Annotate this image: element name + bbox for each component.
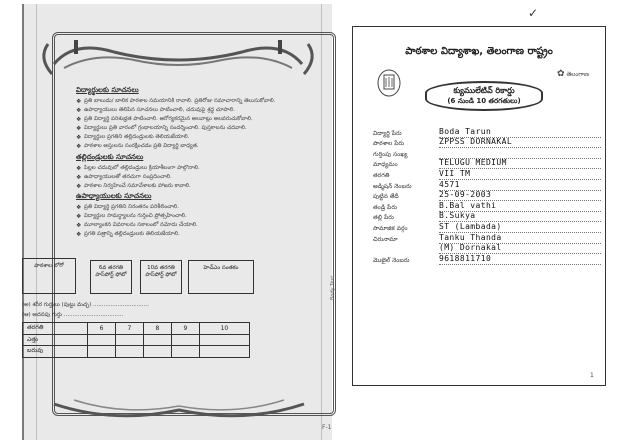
bullet-icon: ❖: [76, 222, 82, 230]
address-line2-field[interactable]: (M) Dornakal: [439, 243, 601, 254]
table-row: [23, 346, 250, 358]
medium-field[interactable]: TELUGU MEDIUM: [439, 158, 601, 169]
field-row: మాధ్యమం TELUGU MEDIUM: [373, 159, 601, 170]
list-item: ❖ ప్రతి బాలుడు/ బాలిక పాఠశాల సమయానికి రావాలి. ప్రతిరోజు సమాచారాన్ని తెలుసుకోవాలి.: [76, 98, 276, 105]
class6-photo-box: 6వ తరగతి పాస్‌పోర్ట్ ఫోటో: [90, 260, 132, 294]
mother-name-field[interactable]: B.Sukya: [439, 211, 601, 222]
bullet-icon: ❖: [76, 182, 82, 190]
table-header-cell: 7: [115, 323, 143, 335]
bullet-icon: ❖: [76, 203, 82, 211]
cumulative-record-form: [352, 26, 606, 386]
left-page: [22, 4, 332, 440]
table-header-cell: 10: [199, 323, 249, 335]
table-header-cell: తరగతి: [23, 323, 88, 335]
report-subtitle: (6 నుండి 10 తరగతులు): [447, 97, 521, 105]
page-marker: F-1: [322, 424, 332, 431]
bullet-icon: ❖: [76, 134, 82, 142]
class-field[interactable]: VII TM: [439, 169, 601, 180]
table-cell[interactable]: [171, 334, 199, 346]
list-item: ❖ ఉపాధ్యాయులు తెలిపిన సూచనలు పాటించాలి, చదువుపై శ్రద్ధ చూపాలి.: [76, 107, 235, 115]
address-field[interactable]: Tanku Thanda: [439, 233, 601, 244]
list-item: ❖ మూల్యాంకన వివరాలను సకాలంలో నమోదు చేయాలి.: [76, 222, 198, 230]
bullet-icon: ❖: [76, 173, 82, 181]
list-item: ❖ ఉపాధ్యాయులతో తరచుగా సంప్రదించాలి.: [76, 173, 172, 181]
bullet-icon: ❖: [76, 212, 82, 220]
height-weight-table: [22, 322, 250, 358]
table-cell[interactable]: [88, 346, 116, 358]
field-row: పాఠశాల పేరు ZPPSS DORNAKAL: [373, 138, 601, 149]
id-number-field[interactable]: [439, 148, 601, 159]
field-row: పుట్టిన తేదీ 25-09-2003: [373, 191, 601, 202]
list-item: ❖ పాఠశాల ఆస్తులను సంరక్షించడం ప్రతి విద్యార్థి బాధ్యత.: [76, 143, 199, 151]
table-header-cell: 8: [143, 323, 171, 335]
field-row: తరగతి VII TM: [373, 169, 601, 180]
field-row: తల్లి పేరు B.Sukya: [373, 212, 601, 223]
school-name-field[interactable]: ZPPSS DORNAKAL: [439, 137, 601, 148]
bullet-icon: ❖: [76, 107, 82, 115]
mobile-number-field[interactable]: 9618811710: [439, 254, 601, 265]
scheme-logo: ✿ తెలంగాణ: [557, 69, 589, 79]
bullet-icon: ❖: [76, 125, 82, 133]
date-of-birth-field[interactable]: 25-09-2003: [439, 190, 601, 201]
table-row-label: ఎత్తు: [23, 334, 88, 346]
department-title: పాఠశాల విద్యాశాఖ, తెలంగాణ రాష్ట్రం: [405, 46, 553, 57]
admission-number-field[interactable]: 4571: [439, 180, 601, 191]
bullet-icon: ❖: [76, 98, 82, 105]
field-row: గుర్తింపు సంఖ్య: [373, 148, 601, 159]
bottom-ornament: [44, 396, 314, 426]
instructions-content: [76, 84, 316, 240]
field-row: తండ్రి పేరు B.Bal vathi: [373, 201, 601, 212]
section-heading: ఉపాధ్యాయులకు సూచనలు: [76, 191, 152, 200]
section-heading: విద్యార్థులకు సూచనలు: [76, 86, 139, 94]
field-row: మొబైల్ నెంబరు 9618811710: [373, 254, 601, 265]
field-row: విద్యార్థి పేరు Boda Tarun: [373, 127, 601, 138]
birthmark-line: (అ) శరీర గుర్తులు (పుట్టు మచ్చ) ................................: [22, 302, 149, 308]
table-cell[interactable]: [143, 346, 171, 358]
table-cell[interactable]: [143, 334, 171, 346]
side-label: Body Text: [330, 275, 336, 300]
table-row-label: బరువు: [23, 346, 88, 358]
student-name-field[interactable]: Boda Tarun: [439, 127, 601, 138]
bullet-icon: ❖: [76, 164, 82, 172]
field-row: చిరునామా Tanku Thanda: [373, 233, 601, 244]
social-category-field[interactable]: ST (Lambada): [439, 222, 601, 233]
table-row: [23, 323, 250, 335]
scheme-logo-icon: ✿: [557, 69, 565, 79]
table-cell[interactable]: [88, 334, 116, 346]
table-cell[interactable]: [171, 346, 199, 358]
bullet-icon: ❖: [76, 143, 82, 151]
class10-photo-box: 10వ తరగతి పాస్‌పోర్ట్ ఫోటో: [140, 260, 182, 294]
table-header-cell: 9: [171, 323, 199, 335]
birthmark-line: (ఆ) అదనపు గుర్తు ..................................: [22, 312, 124, 318]
field-row: సామాజిక వర్గం ST (Lambada): [373, 222, 601, 233]
identification-marks: [22, 300, 149, 320]
list-item: ❖ విద్యార్థులు ప్రతి వారంలో గ్రంథాలయాన్ని సందర్శించాలి. పుస్తకాలను చదవాలి.: [76, 125, 247, 133]
photo-section: [22, 258, 254, 298]
signature-box: హెచ్‌ఎం సంతకం: [188, 260, 254, 294]
school-logo-box: పాఠశాల లోగో: [22, 258, 76, 294]
list-item: ❖ విద్యార్థుల ప్రగతిని తల్లిదండ్రులకు తెలియజేయాలి.: [76, 134, 190, 142]
field-row: అడ్మిషన్ నెంబరు 4571: [373, 180, 601, 191]
list-item: ❖ విద్యార్థుల సామర్థ్యాలను గుర్తించి ప్రోత్సహించాలి.: [76, 212, 187, 220]
list-item: ❖ ప్రతి విద్యార్థి పరిశుభ్రత పాటించాలి. ఆరోగ్యకరమైన అలవాట్లు అలవరుచుకోవాలి.: [76, 116, 253, 124]
list-item: ❖ ప్రగతి పత్రాన్ని తల్లిదండ్రులకు తెలియజేయాలి.: [76, 231, 180, 239]
field-row: [373, 244, 601, 255]
list-item: ❖ పాఠశాల నిర్వహించే సమావేశాలకు హాజరు కావాలి.: [76, 182, 191, 190]
list-item: ❖ ప్రతి విద్యార్థి ప్రగతిని నిరంతరం పరిశీలించాలి.: [76, 203, 179, 211]
table-cell[interactable]: [199, 334, 249, 346]
table-header-cell: 6: [88, 323, 116, 335]
check-icon: ✓: [528, 6, 539, 20]
list-item: ❖ పిల్లల చదువులో తల్లిదండ్రులు క్రియాశీలంగా పాల్గొనాలి.: [76, 164, 200, 172]
section-heading: తల్లిదండ్రులకు సూచనలు: [76, 152, 144, 161]
student-details: [373, 127, 601, 265]
table-row: [23, 334, 250, 346]
table-cell[interactable]: [115, 346, 143, 358]
table-cell[interactable]: [199, 346, 249, 358]
bullet-icon: ❖: [76, 231, 82, 239]
state-emblem-icon: [377, 69, 401, 97]
page-number: 1: [590, 372, 594, 379]
report-title: క్యుములేటివ్ రికార్డు: [453, 86, 515, 95]
report-title-box: [425, 81, 543, 111]
father-name-field[interactable]: B.Bal vathi: [439, 201, 601, 212]
table-cell[interactable]: [115, 334, 143, 346]
bullet-icon: ❖: [76, 116, 82, 124]
